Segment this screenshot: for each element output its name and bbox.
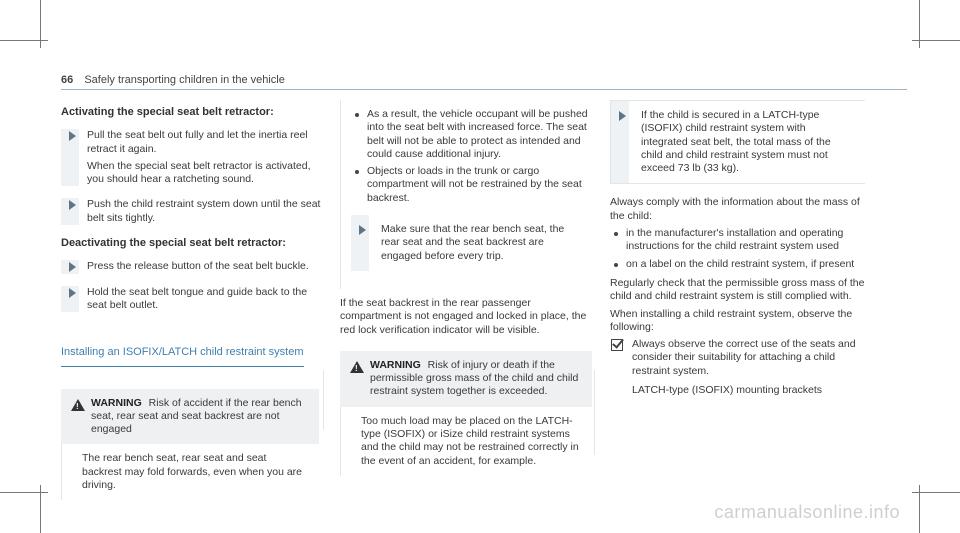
- step-box-latch: If the child is secured in a LATCH-type (ISOFIX) child restraint system with integrated seat belt, the total mass of the child and child restraint system must not exceed 73 lb (33 kg).: [610, 100, 865, 184]
- column-2: [340, 100, 592, 476]
- warning-body: The rear bench seat, rear seat and seat backrest may fold forwards, even when you are driving.: [61, 444, 319, 500]
- section-link-isofix[interactable]: Installing an ISOFIX/LATCH child restraint system: [61, 346, 304, 366]
- step-press-release: Press the release button of the seat belt buckle.: [61, 260, 323, 273]
- list-item: on a label on the child restraint system, if present: [610, 258, 865, 271]
- column-3: [610, 100, 865, 397]
- list-item: As a result, the vehicle occupant will be pushed into the seat belt with increased force. The seat belt will not be able to protect as intended and could cause additional injury.: [351, 108, 592, 161]
- step-arrow-icon: [69, 200, 76, 210]
- warning-body: Too much load may be placed on the LATCH-type (ISOFIX) or iSize child restraint systems and the child may not be restrained correctly in the event of an accident, for example.: [340, 407, 592, 476]
- warning-icon: [350, 361, 364, 373]
- step-arrow-icon: [69, 262, 76, 272]
- step-arrow-icon: [69, 131, 76, 141]
- heading-activate: Activating the special seat belt retractor:: [61, 106, 274, 118]
- page-number: 66: [61, 74, 74, 86]
- crop-mark: [0, 492, 48, 493]
- header-rule: [61, 89, 907, 90]
- warning-title: WARNING: [91, 396, 142, 409]
- warning-box-seat: [61, 389, 319, 501]
- warning-icon: [71, 399, 85, 411]
- consequence-list: [340, 100, 592, 289]
- heading-deactivate: Deactivating the special seat belt retractor:: [61, 237, 286, 250]
- warning-title: WARNING: [370, 358, 421, 371]
- step-check-engaged: Make sure that the rear bench seat, the rear seat and the seat backrest are engaged before every trip.: [351, 215, 592, 271]
- step-pull-belt: Pull the seat belt out fully and let the inertia reel retract it again. When the special seat belt retractor is activated, you should hear a ratcheting sound.: [61, 129, 323, 186]
- step-arrow-icon: [69, 288, 76, 298]
- crop-mark: [912, 492, 960, 493]
- paragraph-lock-indicator: If the seat backrest in the rear passenger compartment is not engaged and locked in place, the red lock verification indicator will be visible.: [340, 296, 587, 336]
- page-header: [61, 74, 285, 86]
- page-title: Safely transporting children in the vehicle: [84, 74, 285, 86]
- step-push-seat: Push the child restraint system down until the seat belt sits tightly.: [61, 198, 323, 225]
- paragraph-check-mass: Regularly check that the permissible gross mass of the child and child restraint system is still complied with.: [610, 276, 865, 303]
- step-arrow-icon: [359, 225, 366, 235]
- warning-text: Risk of injury or death if the permissible gross mass of the child and child restraint system together is exceeded.: [370, 358, 579, 398]
- paragraph-mass-info: Always comply with the information about the mass of the child:: [610, 196, 860, 222]
- checklist-item: Always observe the correct use of the seats and consider their suitability for attaching a child restraint system. LATCH-type (ISOFIX) mounting brackets: [610, 338, 865, 397]
- paragraph-observe: When installing a child restraint system, observe the following:: [610, 307, 853, 333]
- warning-text: Risk of accident if the rear bench seat, rear seat and seat backrest are not engaged: [91, 396, 302, 436]
- warning-box-mass: [340, 351, 592, 476]
- list-item: in the manufacturer's installation and operating instructions for the child restraint system used: [610, 227, 865, 254]
- watermark: carmanualsonline.info: [714, 502, 900, 522]
- column-1: [61, 100, 323, 500]
- step-arrow-icon: [619, 111, 626, 121]
- list-item: Objects or loads in the trunk or cargo compartment will not be restrained by the seat backrest.: [351, 165, 592, 205]
- sub-item: LATCH-type (ISOFIX) mounting brackets: [632, 384, 823, 397]
- checkbox-icon: [611, 339, 623, 351]
- crop-mark: [0, 40, 48, 41]
- step-guide-tongue: Hold the seat belt tongue and guide back to the seat belt outlet.: [61, 286, 323, 313]
- step-note: When the special seat belt retractor is activated, you should hear a ratcheting sound.: [87, 159, 311, 186]
- crop-mark: [912, 40, 960, 41]
